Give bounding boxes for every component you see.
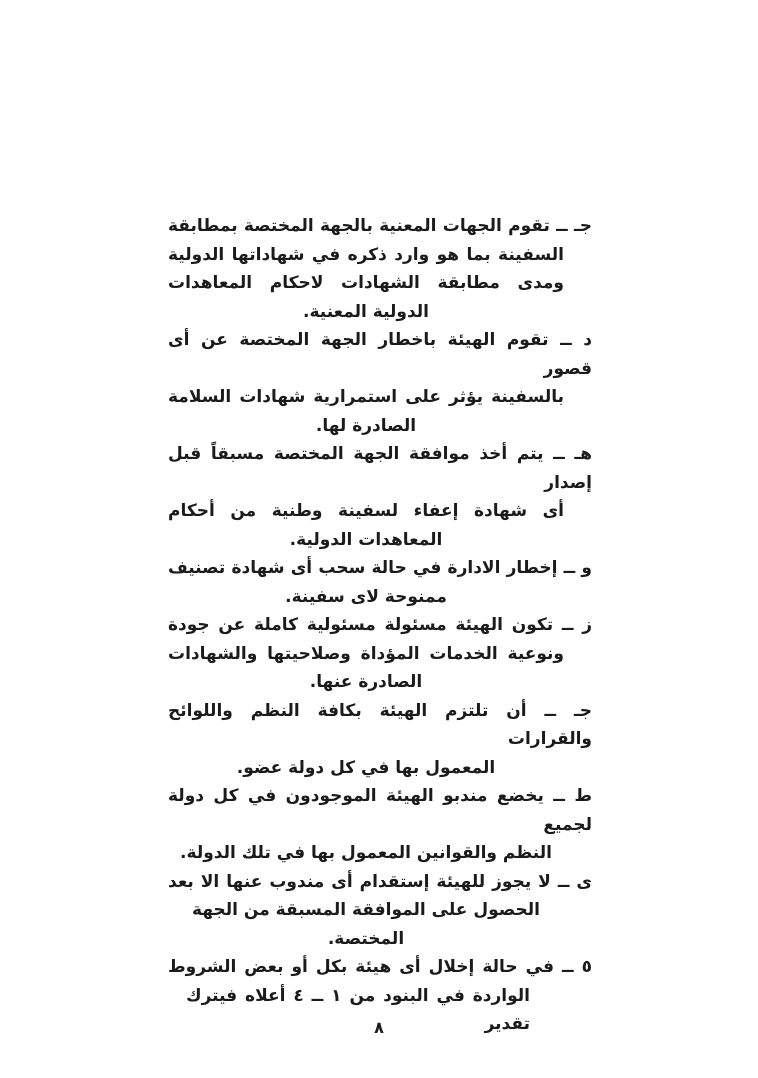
line-text: يتم أخذ موافقة الجهة المختصة مسبقاً قبل إصدار	[168, 444, 592, 493]
text-line: السفينة بما هو وارد ذكره في شهاداتها الدولية	[168, 244, 564, 265]
body-text	[168, 212, 592, 1039]
text-line	[168, 326, 592, 383]
line-text: يخضع مندبو الهيئة الموجودون في كل دولة لجميع	[168, 786, 592, 835]
item-marker: جـ ــ	[544, 700, 593, 721]
clause-y	[168, 868, 592, 954]
text-line: بالسفينة يؤثر على استمرارية شهادات السلامة	[168, 387, 564, 407]
text-line: الحصول على الموافقة المسبقة من الجهة المختصة.	[192, 900, 540, 949]
text-line	[168, 611, 592, 640]
line-text: تقوم الجهات المعنية بالجهة المختصة بمطابقة	[168, 216, 550, 236]
text-line: ومدى مطابقة الشهادات لاحكام المعاهدات	[168, 273, 564, 293]
line-text: تكون الهيئة مسئولة مسئولية كاملة عن جودة	[168, 615, 554, 635]
item-marker: جـ ــ	[556, 216, 593, 236]
text-line	[168, 868, 592, 897]
line-text: أن تلتزم الهيئة بكافة النظم واللوائح والقرارات	[168, 700, 592, 749]
clause-d	[168, 326, 592, 440]
text-line: المعمول بها في كل دولة عضو.	[236, 757, 496, 778]
text-line: أى شهادة إعفاء لسفينة وطنية من أحكام	[168, 501, 564, 521]
line-text: في حالة إخلال أى هيئة بكل أو بعض الشروط	[168, 957, 554, 977]
line-text: إخطار الادارة في حالة سحب أى شهادة تصنيف	[168, 558, 558, 578]
clause-z	[168, 611, 592, 697]
item-marker: د ــ	[560, 330, 592, 350]
text-line: الصادرة عنها.	[309, 672, 423, 692]
item-marker: هـ ــ	[553, 444, 593, 464]
clause-t	[168, 782, 592, 868]
item-marker: ط ــ	[553, 786, 592, 806]
line-text: لا يجوز للهيئة إستقدام أى مندوب عنها الا بعد	[168, 871, 551, 892]
text-line	[168, 953, 592, 982]
text-line	[168, 697, 592, 754]
item-marker: ز ــ	[561, 615, 592, 635]
line-text: تقوم الهيئة باخطار الجهة المختصة عن أى قصور	[168, 330, 592, 379]
clause-j2	[168, 697, 592, 783]
text-line: المعاهدات الدولية.	[289, 529, 443, 550]
clause-j	[168, 212, 592, 326]
text-line: الصادرة لها.	[315, 415, 417, 436]
clause-w	[168, 554, 592, 611]
text-line	[168, 212, 592, 241]
item-marker: و ــ	[563, 558, 592, 578]
item-marker: ى ــ	[557, 871, 593, 892]
text-line: ممنوحة لاى سفينة.	[285, 586, 447, 607]
item-marker: ٥ ــ	[562, 957, 592, 977]
text-line: الواردة في البنود من ١ ــ ٤ أعلاه فيترك تقدير	[186, 985, 530, 1034]
clause-h	[168, 440, 592, 554]
text-line	[168, 554, 592, 583]
text-line: الدولية المعنية.	[303, 301, 429, 322]
text-line: النظم والقوانين المعمول بها في تلك الدولة.	[180, 843, 552, 863]
text-line	[168, 440, 592, 497]
page-number: ٨	[374, 1018, 384, 1037]
text-line	[168, 782, 592, 839]
text-line: ونوعية الخدمات المؤداة وصلاحيتها والشهادات	[168, 643, 564, 664]
